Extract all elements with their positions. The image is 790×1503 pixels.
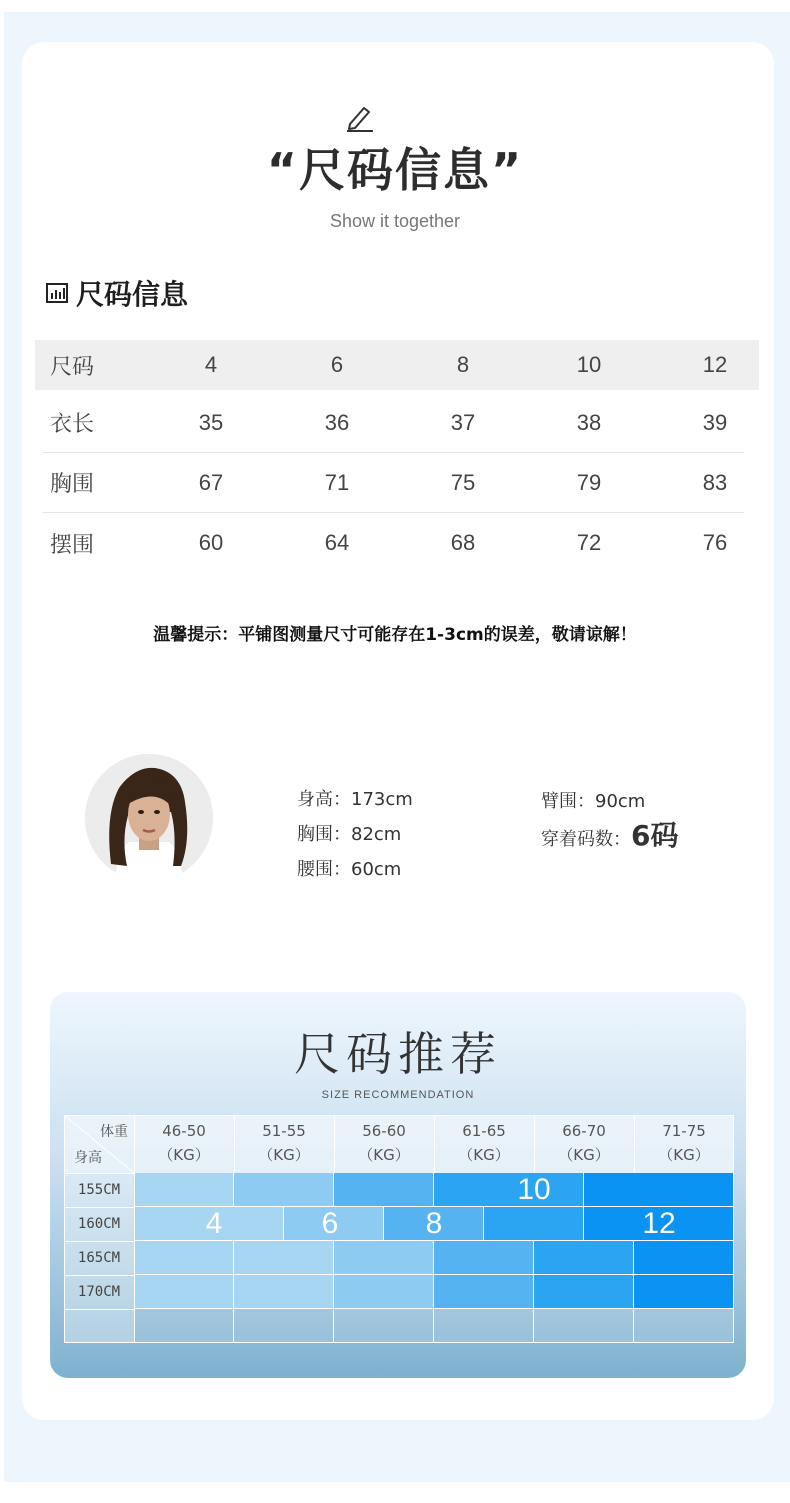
table-row	[43, 513, 744, 573]
wear-size-label: 穿着码数：	[541, 829, 631, 850]
grid-line	[64, 1275, 134, 1276]
weight-column-header: 46-50 （KG）	[158, 1122, 210, 1164]
weight-column-header: 56-60 （KG）	[358, 1122, 410, 1164]
table-cell: 39	[702, 409, 728, 435]
weight-column-header: 51-55 （KG）	[258, 1122, 310, 1164]
table-cell: 38	[576, 409, 602, 435]
table-cell: 72	[576, 530, 602, 555]
model-wear-size	[541, 814, 678, 854]
recommendation-subtitle: SIZE RECOMMENDATION	[321, 1089, 475, 1101]
table-cell: 64	[324, 530, 350, 555]
table-cell: 83	[702, 469, 728, 495]
model-height: 身高：173cm	[297, 789, 413, 810]
weight-column-header: 71-75 （KG）	[658, 1122, 710, 1164]
row-label: 摆围	[50, 532, 95, 558]
table-cell: 36	[324, 409, 350, 435]
weight-column-header: 66-70 （KG）	[558, 1122, 610, 1164]
table-cell: 79	[576, 469, 602, 495]
model-portrait	[85, 754, 213, 882]
table-header-cell: 12	[702, 352, 728, 377]
table-cell: 35	[198, 409, 224, 435]
table-cell: 37	[450, 409, 476, 435]
table-row	[43, 453, 744, 513]
size-label-8: 8	[425, 1207, 443, 1240]
table-row	[43, 393, 744, 453]
section-heading	[46, 276, 188, 310]
row-label: 衣长	[50, 412, 95, 437]
table-header-row	[35, 340, 759, 390]
corner-height-label: 身高	[74, 1150, 102, 1166]
grid-line	[434, 1115, 435, 1173]
corner-weight-label: 体重	[100, 1124, 128, 1140]
size-label-12: 12	[642, 1207, 676, 1240]
wear-size-value: 6码	[631, 819, 679, 852]
measurement-tip: 温馨提示：平铺图测量尺寸可能存在1-3cm的误差，敬请谅解！	[153, 625, 637, 645]
grid-line	[64, 1207, 134, 1208]
size-recommendation-panel	[50, 992, 746, 1378]
grid-line	[534, 1115, 535, 1173]
table-cell: 67	[198, 469, 224, 495]
size-label-10: 10	[517, 1173, 551, 1206]
grid-line	[234, 1115, 235, 1173]
recommendation-title: 尺码推荐	[294, 1027, 502, 1081]
weight-column-header: 61-65 （KG）	[458, 1122, 510, 1164]
pen-icon	[344, 104, 376, 132]
table-header-cell: 8	[456, 352, 470, 377]
grid-line	[64, 1309, 134, 1310]
recommendation-grid	[64, 1115, 734, 1343]
grid-line	[64, 1173, 134, 1174]
table-header-cell: 6	[330, 352, 344, 377]
model-waist: 腰围：60cm	[297, 859, 402, 880]
table-header-cell: 10	[576, 352, 602, 377]
table-header-cell: 4	[204, 352, 218, 377]
table-cell: 76	[702, 530, 728, 555]
grid-line	[334, 1115, 335, 1173]
height-row-label: 170CM	[77, 1284, 121, 1300]
model-bust: 胸围：82cm	[297, 824, 402, 845]
grid-line	[134, 1115, 135, 1343]
grid-line	[64, 1241, 134, 1242]
table-header-label: 尺码	[50, 354, 95, 380]
height-row-label: 160CM	[77, 1216, 121, 1232]
row-label: 胸围	[50, 472, 95, 497]
height-row-label: 155CM	[77, 1182, 121, 1198]
page-subtitle: Show it together	[329, 211, 461, 231]
grid-line	[634, 1115, 635, 1173]
size-label-6: 6	[321, 1207, 339, 1240]
size-label-4: 4	[205, 1207, 223, 1240]
table-cell: 71	[324, 469, 350, 495]
table-cell: 68	[450, 530, 476, 555]
section-title: 尺码信息	[76, 278, 189, 311]
size-table	[35, 340, 759, 573]
page-title: “尺码信息”	[266, 143, 524, 197]
model-arm: 臂围：90cm	[541, 791, 646, 812]
bar-chart-icon	[46, 283, 68, 303]
height-row-label: 165CM	[77, 1250, 121, 1266]
table-cell: 75	[450, 469, 476, 495]
model-avatar	[85, 754, 213, 882]
table-cell: 60	[198, 530, 224, 555]
